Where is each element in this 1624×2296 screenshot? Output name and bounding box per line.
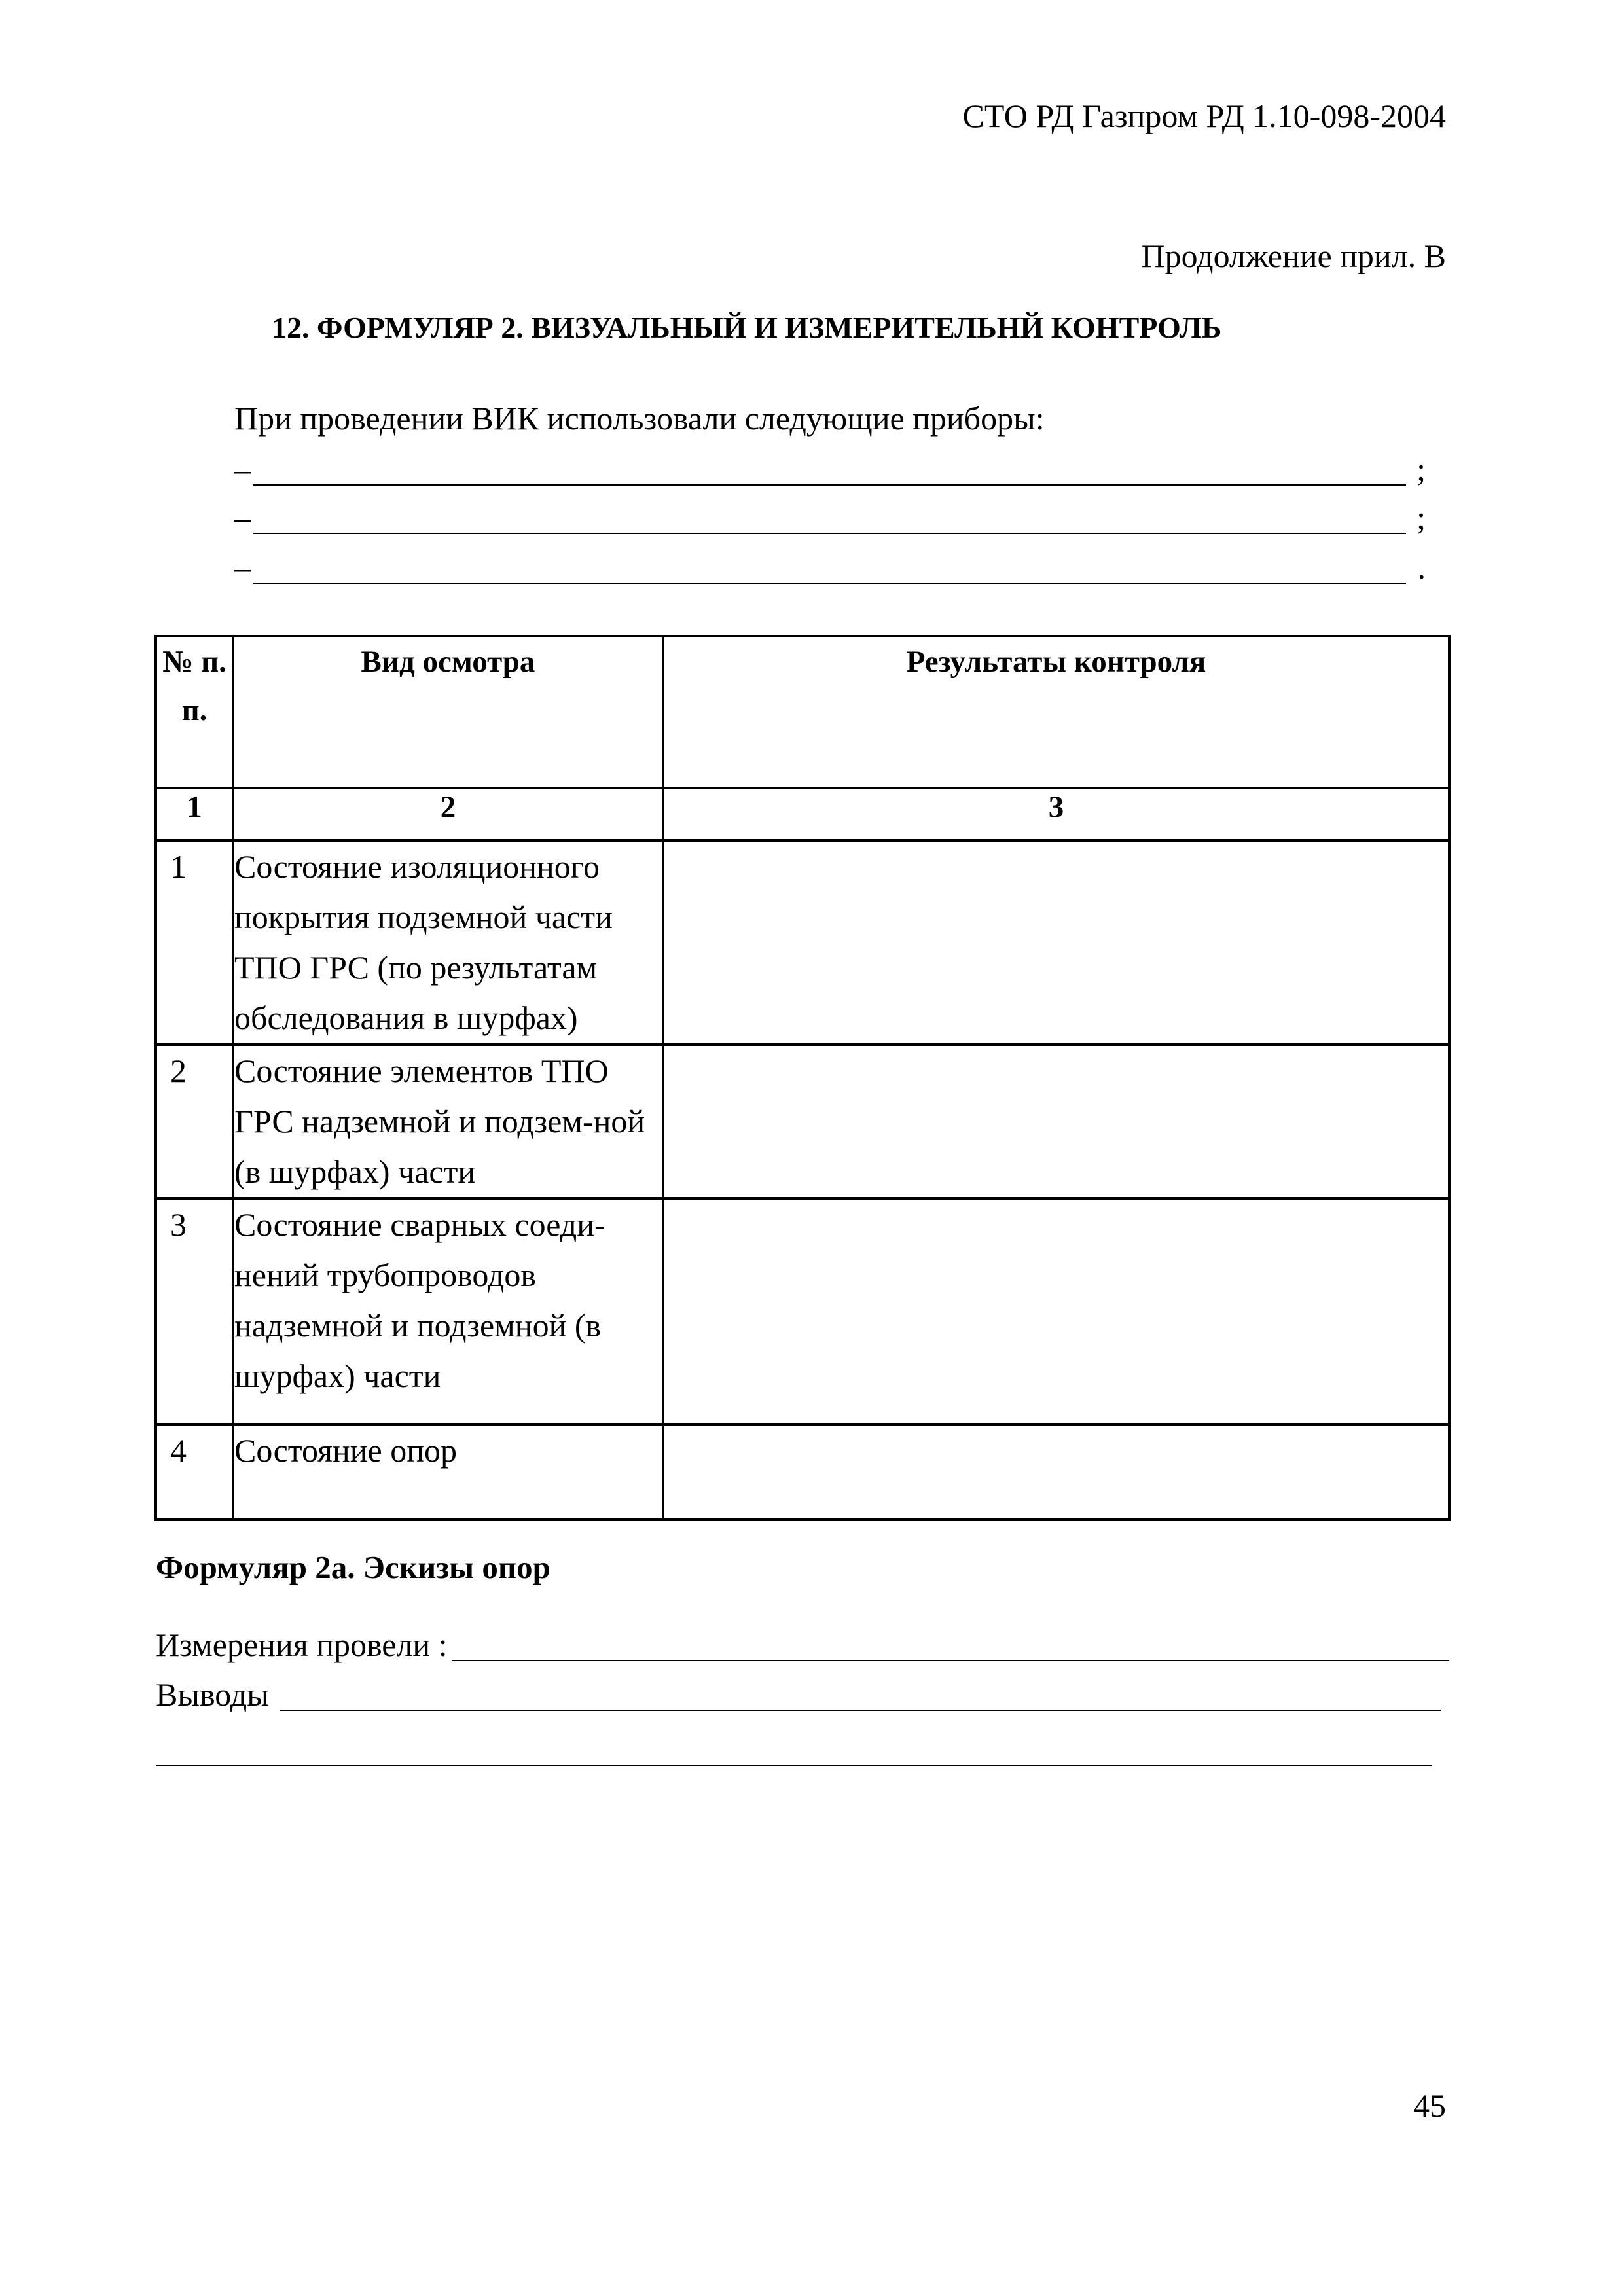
dash: – — [234, 549, 251, 586]
table-row — [156, 840, 1449, 1045]
line-end-punctuation: ; — [1416, 499, 1426, 536]
table-row — [156, 1045, 1449, 1198]
conclusions-continuation-line[interactable] — [156, 1765, 1432, 1766]
result-cell[interactable] — [663, 1198, 1449, 1424]
conclusions-underline — [280, 1710, 1441, 1711]
column-number-row — [156, 788, 1449, 840]
blank-underline — [253, 583, 1406, 584]
header-number: № п.п. — [156, 636, 233, 788]
measured-by-field[interactable] — [156, 1626, 1449, 1665]
table-header-row — [156, 636, 1449, 788]
row-number: 2 — [156, 1045, 233, 1198]
inspection-type-cell: Состояние сварных соеди-нений трубопроводов надземной и подземной (в шурфах) части — [233, 1198, 663, 1424]
row-number: 1 — [156, 840, 233, 1045]
column-number: 3 — [663, 788, 1449, 840]
measured-by-label: Измерения провели : — [156, 1626, 448, 1663]
conclusions-label: Выводы — [156, 1676, 269, 1713]
column-number: 2 — [233, 788, 663, 840]
instrument-blank-line-2[interactable] — [234, 499, 1426, 538]
instrument-blank-line-1[interactable] — [234, 450, 1426, 490]
inspection-type-cell: Состояние элементов ТПО ГРС надземной и подзем-ной (в шурфах) части — [233, 1045, 663, 1198]
line-end-punctuation: ; — [1416, 451, 1426, 488]
instrument-blank-line-3[interactable] — [234, 548, 1426, 588]
inspection-type-cell: Состояние опор — [233, 1424, 663, 1520]
inspection-form-table — [154, 635, 1451, 1521]
conclusions-field[interactable] — [156, 1676, 1441, 1715]
column-number: 1 — [156, 788, 233, 840]
subsection-title: Формуляр 2а. Эскизы опор — [156, 1549, 550, 1585]
appendix-continuation: Продолжение прил. В — [1141, 238, 1446, 274]
result-cell[interactable] — [663, 1424, 1449, 1520]
dash: – — [234, 451, 251, 488]
result-cell[interactable] — [663, 1045, 1449, 1198]
row-number: 3 — [156, 1198, 233, 1424]
table-row — [156, 1424, 1449, 1520]
table-row — [156, 1198, 1449, 1424]
page-number: 45 — [1413, 2087, 1446, 2124]
instruments-intro: При проведении ВИК использовали следующие приборы: — [234, 400, 1045, 437]
measured-by-underline — [452, 1660, 1449, 1661]
header-inspection-type: Вид осмотра — [233, 636, 663, 788]
blank-underline — [253, 484, 1406, 486]
dash: – — [234, 499, 251, 536]
blank-underline — [253, 533, 1406, 534]
header-results: Результаты контроля — [663, 636, 1449, 788]
inspection-type-cell: Состояние изоляционного покрытия подземной части ТПО ГРС (по результатам обследования в шурфах) — [233, 840, 663, 1045]
section-title: 12. ФОРМУЛЯР 2. ВИЗУАЛЬНЫЙ И ИЗМЕРИТЕЛЬНЙ КОНТРОЛЬ — [272, 311, 1222, 344]
line-end-punctuation: . — [1417, 549, 1426, 586]
result-cell[interactable] — [663, 840, 1449, 1045]
row-number: 4 — [156, 1424, 233, 1520]
document-code: СТО РД Газпром РД 1.10-098-2004 — [962, 98, 1446, 134]
